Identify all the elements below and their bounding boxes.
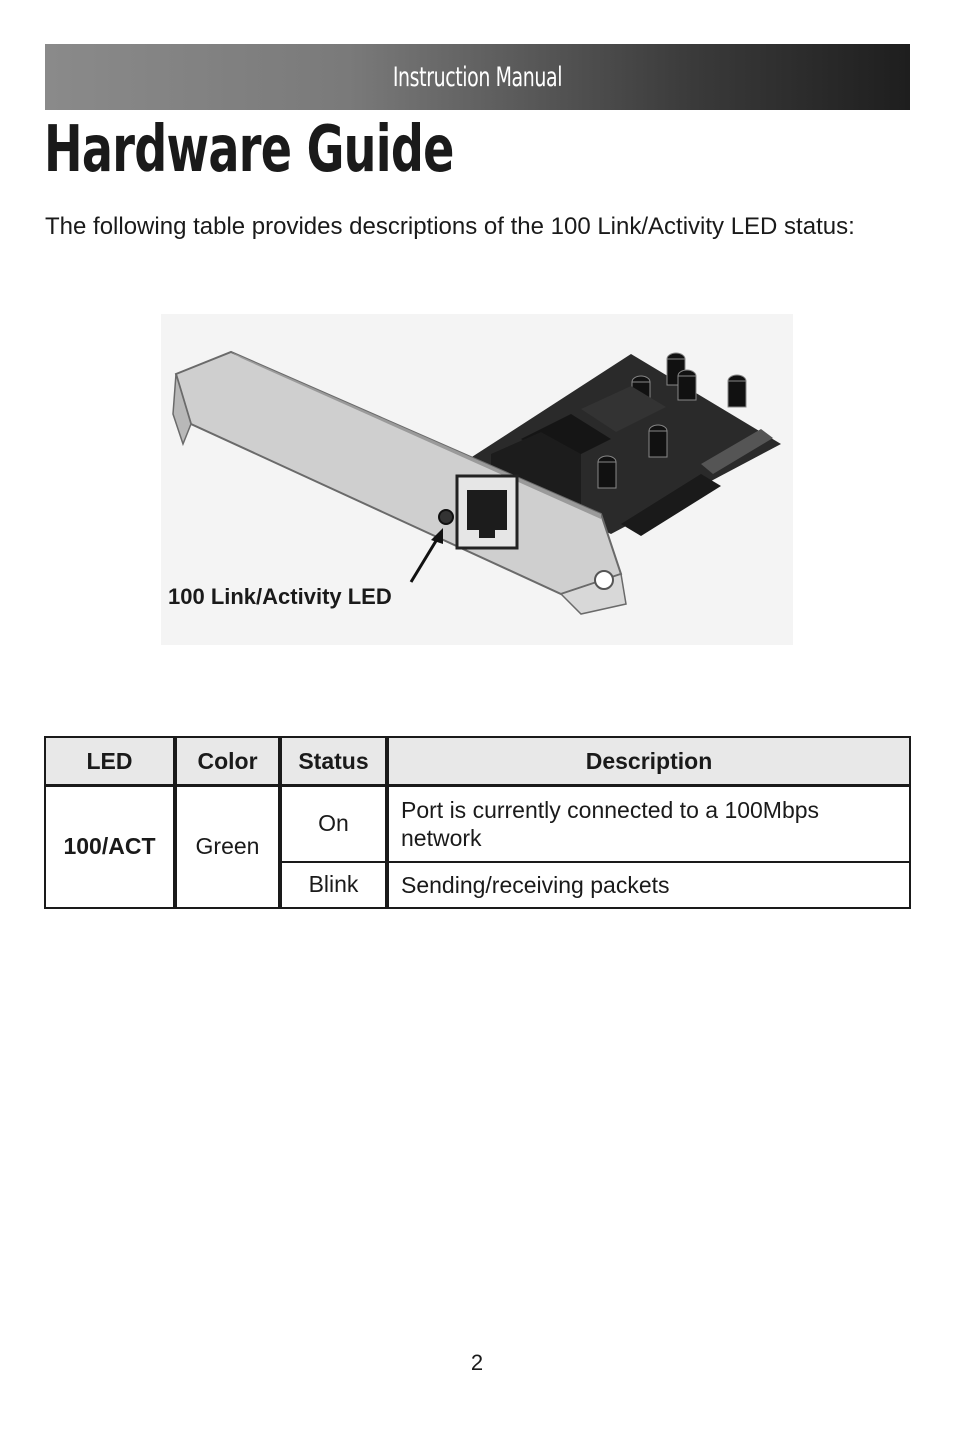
page-number: 2 (470, 1350, 484, 1375)
network-card-figure (161, 314, 793, 645)
led-indicator (439, 510, 453, 524)
intro-paragraph: The following table provides descriptions of the 100 Link/Activity LED status: (45, 213, 855, 240)
table-header-row (45, 737, 910, 786)
page-title: Hardware Guide (44, 113, 454, 187)
header-banner (45, 44, 910, 110)
header-color: Color (175, 737, 280, 786)
cell-status: On (280, 786, 387, 862)
led-callout-label: 100 Link/Activity LED (168, 584, 392, 609)
header-led: LED (45, 737, 175, 786)
callout-arrow (411, 536, 439, 582)
cell-status: Blink (280, 862, 387, 908)
header-status: Status (280, 737, 387, 786)
cell-description: Sending/receiving packets (387, 862, 910, 908)
cell-color: Green (175, 786, 280, 908)
led-status-table (44, 736, 911, 909)
banner-title: Instruction Manual (392, 61, 563, 93)
table-row (45, 786, 910, 862)
cell-description: Port is currently connected to a 100Mbps network (387, 786, 910, 862)
header-description: Description (387, 737, 910, 786)
cell-led: 100/ACT (45, 786, 175, 908)
